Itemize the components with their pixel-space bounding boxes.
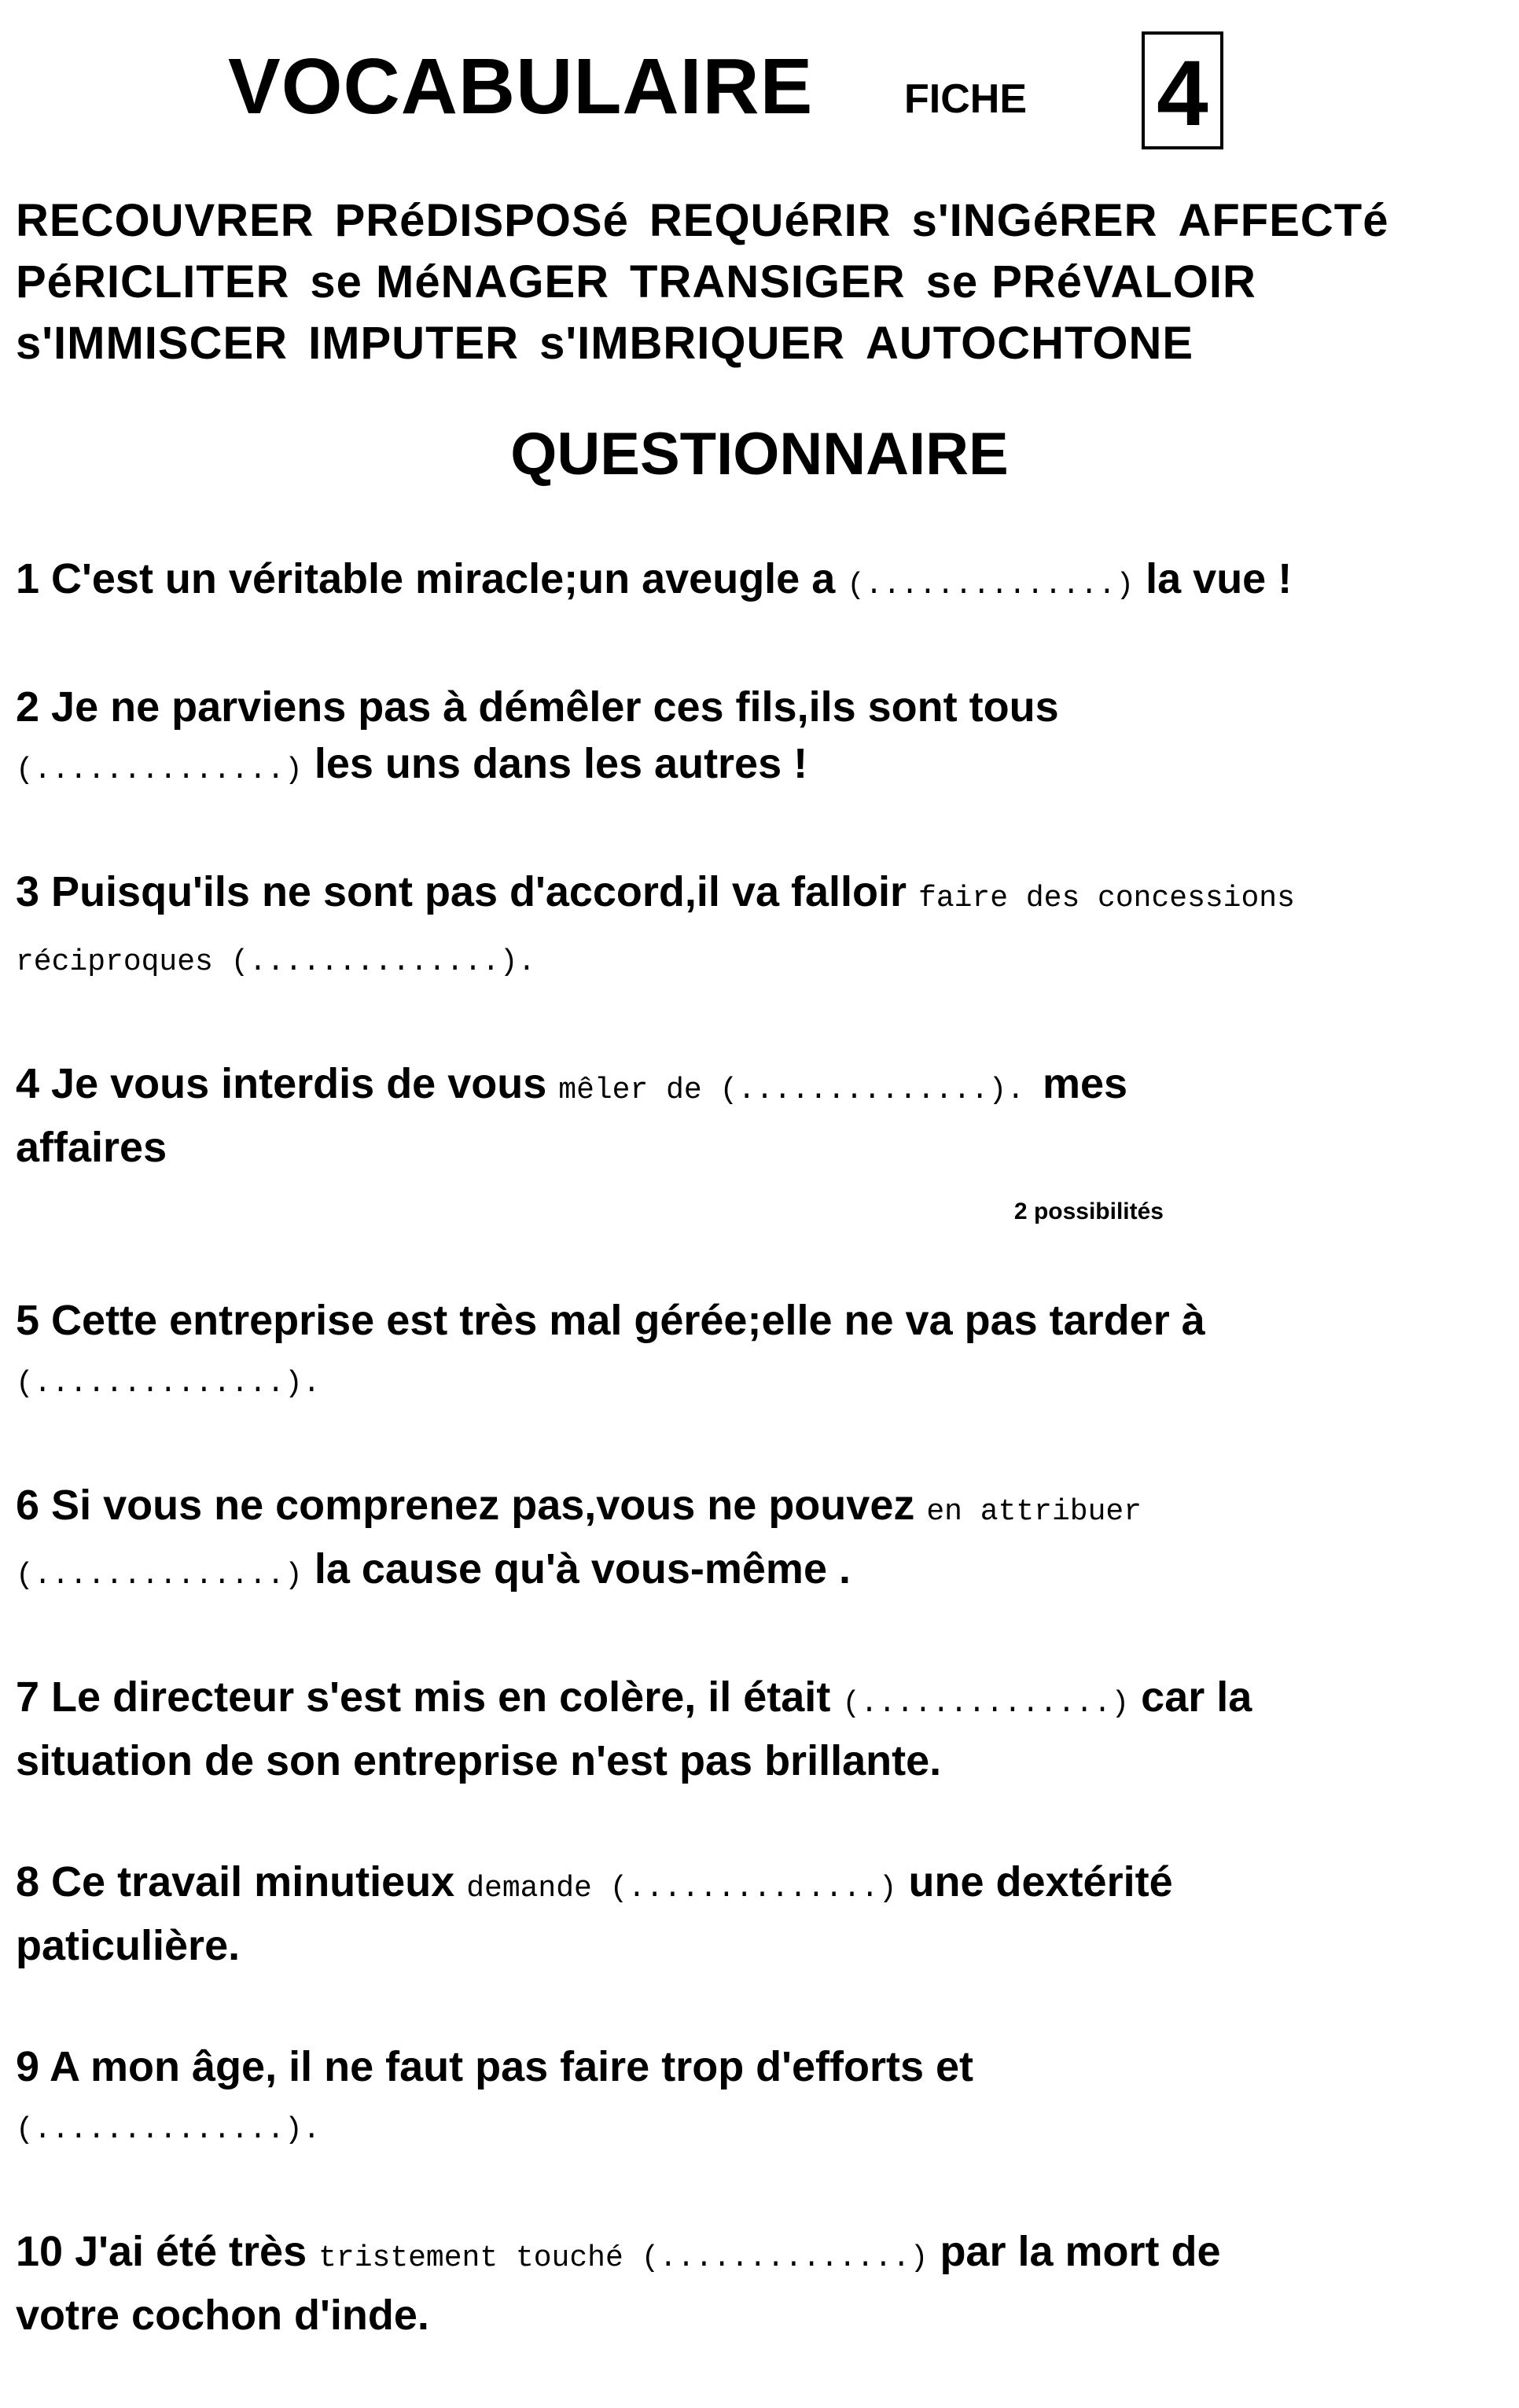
question-item: [16, 2223, 1510, 2344]
vocab-word: AFFECTé: [1178, 195, 1389, 246]
question-item: [16, 1292, 1510, 1412]
question-number: 5: [16, 1297, 52, 1344]
question-item: [16, 1854, 1510, 1974]
vocab-line: [16, 252, 1510, 313]
question-text: paticulière.: [16, 1922, 241, 1969]
question-text: la cause qu'à vous-même .: [302, 1545, 851, 1592]
question-number: 9: [16, 2043, 50, 2090]
question-item: [16, 863, 1510, 991]
question-number: 3: [16, 868, 52, 915]
question-text: Je ne parviens pas à démêler ces fils,ils sont tous: [51, 683, 1059, 731]
question-text: J'ai été très: [75, 2228, 319, 2275]
question-hint-text: (..............).: [16, 2113, 321, 2147]
question-text: les uns dans les autres !: [302, 740, 808, 787]
question-number: 4: [16, 1060, 52, 1107]
question-hint-text: (..............).: [16, 1367, 321, 1401]
question-hint-text: faire des concessions: [918, 882, 1295, 915]
question-text: une dextérité: [896, 1858, 1173, 1905]
question-text: mes: [1042, 1060, 1128, 1107]
question-hint-text: réciproques (..............).: [16, 945, 536, 979]
vocab-word: se PRéVALOIR: [925, 256, 1256, 307]
question-text: Si vous ne comprenez pas,vous ne pouvez: [51, 1482, 927, 1529]
question-item: [16, 550, 1510, 614]
question-hint-text: en attribuer: [926, 1495, 1142, 1529]
vocab-word: RECOUVRER: [16, 195, 314, 246]
question-item: [16, 1477, 1510, 1604]
question-item: [16, 1055, 1510, 1228]
question-hint-text: demande (..............): [466, 1872, 897, 1905]
question-hint-text: (..............): [16, 753, 303, 787]
question-note: 2 possibilités: [1013, 1198, 1164, 1224]
question-text: Ce travail minutieux: [51, 1858, 467, 1905]
fiche-number-box: 4: [1142, 31, 1223, 149]
question-text: Puisqu'ils ne sont pas d'accord,il va falloir: [51, 868, 919, 915]
question-number: 2: [16, 683, 52, 731]
question-text: affaires: [16, 1124, 167, 1171]
vocabulary-word-list: [16, 190, 1510, 374]
vocab-word: PéRICLITER: [16, 256, 290, 307]
question-number: 6: [16, 1482, 52, 1529]
question-hint-text: (..............): [842, 1687, 1130, 1721]
vocab-word: IMPUTER: [308, 318, 520, 369]
question-hint-text: (..............): [847, 569, 1135, 602]
question-text: situation de son entreprise n'est pas brillante.: [16, 1737, 942, 1784]
question-text: Cette entreprise est très mal gérée;elle ne va pas tarder à: [51, 1297, 1205, 1344]
question-number: 1: [16, 555, 52, 602]
vocab-line: [16, 190, 1510, 252]
vocab-word: s'IMBRIQUER: [539, 318, 845, 369]
question-text: C'est un véritable miracle;un aveugle a: [51, 555, 848, 602]
question-hint-text: (..............): [16, 1559, 303, 1592]
question-number: 8: [16, 1858, 52, 1905]
question-text: par la mort de: [928, 2228, 1221, 2275]
question-hint-text: tristement touché (..............): [318, 2241, 929, 2275]
question-number: 10: [16, 2228, 75, 2275]
vocab-word: s'INGéRER: [911, 195, 1158, 246]
vocab-word: se MéNAGER: [310, 256, 610, 307]
vocab-word: s'IMMISCER: [16, 318, 289, 369]
question-item: [16, 2038, 1510, 2159]
question-hint-text: mêler de (..............).: [558, 1073, 1043, 1107]
questionnaire-title: QUESTIONNAIRE: [510, 421, 1009, 488]
vocab-word: AUTOCHTONE: [866, 318, 1194, 369]
fiche-label: FICHE: [904, 76, 1027, 122]
page-title: VOCABULAIRE: [228, 42, 814, 131]
question-number: 7: [16, 1673, 52, 1721]
vocab-word: REQUéRIR: [649, 195, 892, 246]
question-text: la vue !: [1134, 555, 1293, 602]
question-text: A mon âge, il ne faut pas faire trop d'efforts et: [50, 2043, 974, 2090]
questions-list: [16, 550, 1510, 2408]
vocab-word: PRéDISPOSé: [334, 195, 629, 246]
page-header: [0, 31, 1519, 165]
question-item: [16, 679, 1510, 799]
question-text: votre cochon d'inde.: [16, 2292, 429, 2339]
question-item: [16, 1669, 1510, 1789]
vocab-line: [16, 313, 1510, 374]
question-text: Le directeur s'est mis en colère, il était: [51, 1673, 843, 1721]
question-text: Je vous interdis de vous: [51, 1060, 559, 1107]
question-text: car la: [1129, 1673, 1252, 1721]
vocab-word: TRANSIGER: [630, 256, 906, 307]
